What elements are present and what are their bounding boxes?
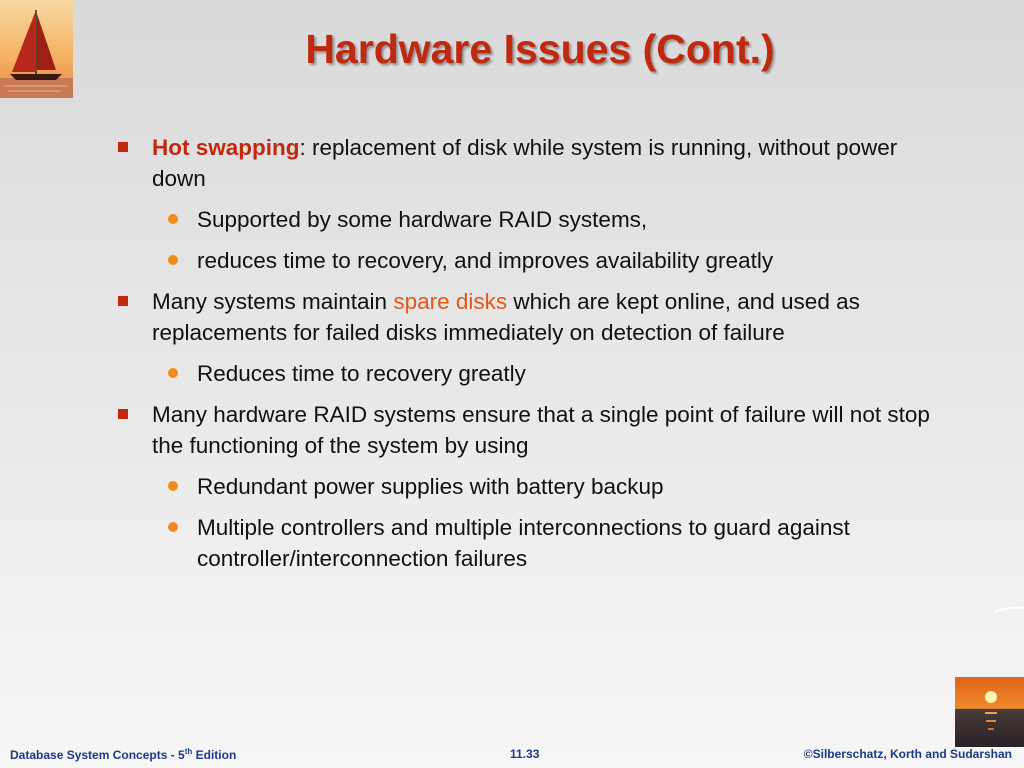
- footer-book-sup: th: [184, 747, 193, 756]
- bullet-text: : replacement of disk while system is running, without power down: [152, 135, 898, 191]
- sub-bullet: [115, 471, 955, 502]
- highlight-hot-swapping: Hot swapping: [152, 135, 300, 160]
- round-bullet-icon: [168, 368, 178, 378]
- square-bullet-icon: [118, 142, 128, 152]
- sub-bullet-text: reduces time to recovery, and improves availability greatly: [197, 248, 774, 273]
- round-bullet-icon: [168, 481, 178, 491]
- sub-bullet: [115, 245, 955, 276]
- sub-bullet: [115, 204, 955, 235]
- bullet-text-pre: Many systems maintain: [152, 289, 394, 314]
- sunset-image: [955, 677, 1024, 747]
- decorative-swoosh: [994, 606, 1024, 614]
- slide-title: Hardware Issues (Cont.): [305, 26, 775, 72]
- sub-bullet-text: Redundant power supplies with battery backup: [197, 474, 664, 499]
- bullet-text-post: which are kept online, and used as replacements for failed disks immediately on detection of failure: [152, 289, 860, 345]
- square-bullet-icon: [118, 296, 128, 306]
- footer-book-suffix: Edition: [192, 748, 237, 762]
- footer-book-prefix: Database System Concepts - 5: [10, 748, 185, 762]
- square-bullet-icon: [118, 409, 128, 419]
- footer-page-number: 11.33: [510, 747, 540, 761]
- bullet-text: Many hardware RAID systems ensure that a single point of failure will not stop the functioning of the system by using: [152, 402, 930, 458]
- footer-book-title: [10, 747, 236, 762]
- bullet-raid-systems: [115, 399, 955, 461]
- round-bullet-icon: [168, 214, 178, 224]
- sub-bullet: [115, 512, 955, 574]
- footer-copyright: ©Silberschatz, Korth and Sudarshan: [803, 747, 1012, 761]
- bullet-hot-swapping: [115, 132, 955, 194]
- slide-content: [115, 132, 955, 584]
- round-bullet-icon: [168, 522, 178, 532]
- round-bullet-icon: [168, 255, 178, 265]
- sub-bullet-text: Reduces time to recovery greatly: [197, 361, 526, 386]
- sub-bullet-text: Multiple controllers and multiple interconnections to guard against controller/interconnection failures: [197, 515, 850, 571]
- bullet-spare-disks: [115, 286, 955, 348]
- sub-bullet-text: Supported by some hardware RAID systems,: [197, 207, 648, 232]
- sub-bullet: [115, 358, 955, 389]
- highlight-spare-disks: spare disks: [393, 289, 508, 314]
